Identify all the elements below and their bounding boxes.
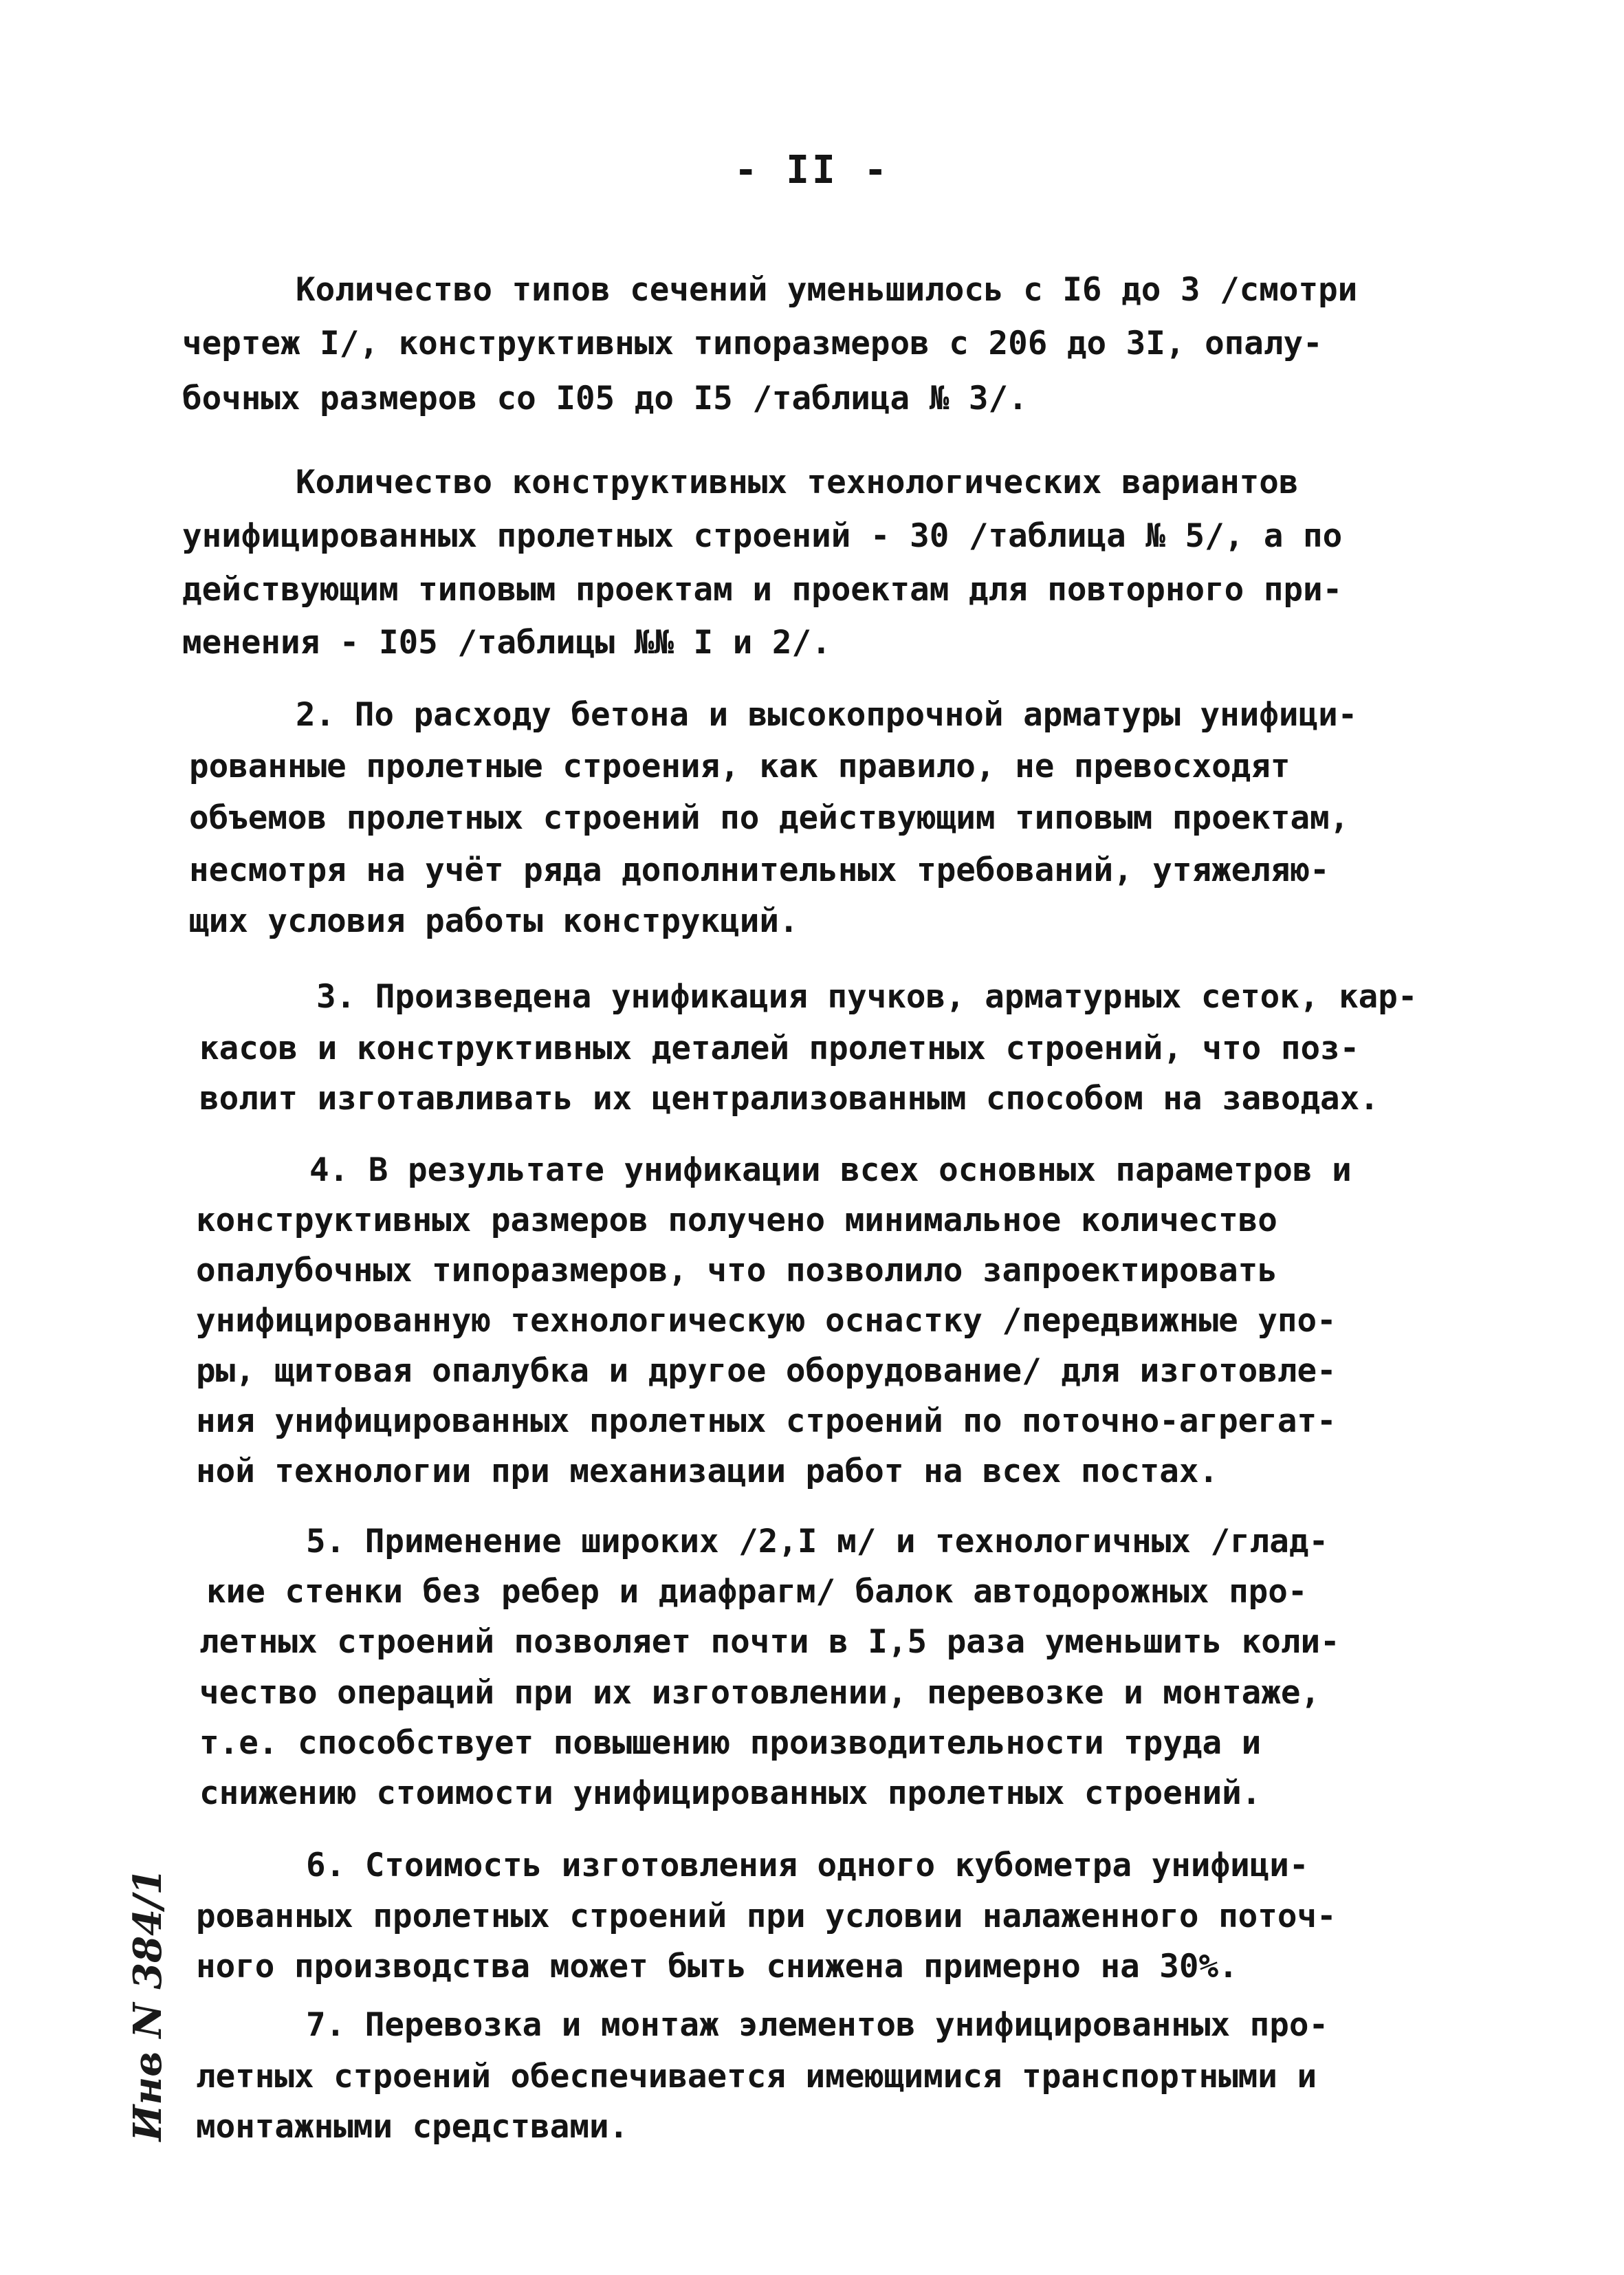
inventory-number-stamp: [110, 1868, 186, 2142]
text-line: менения - I05 /таблицы №№ I и 2/.: [182, 624, 831, 662]
text-line: снижению стоимости унифицированных пролетных строений.: [199, 1774, 1262, 1812]
text-line: чество операций при их изготовлении, перевозке и монтаже,: [199, 1674, 1321, 1712]
text-line: 2. По расходу бетона и высокопрочной арматуры унифици-: [296, 696, 1358, 734]
text-line: 6. Стоимость изготовления одного кубометра унифици-: [306, 1847, 1309, 1884]
text-line: 4. В результате унификации всех основных параметров и: [309, 1151, 1352, 1189]
text-line: монтажными средствами.: [196, 2108, 629, 2146]
text-line: рованные пролетные строения, как правило, не превосходят: [189, 748, 1291, 785]
text-line: чертеж I/, конструктивных типоразмеров с 206 до 3I, опалу-: [182, 325, 1323, 362]
text-line: летных строений позволяет почти в I,5 раза уменьшить коли-: [199, 1623, 1340, 1661]
text-line: конструктивных размеров получено минимальное количество: [196, 1201, 1277, 1239]
text-line: несмотря на учёт ряда дополнительных требований, утяжеляю-: [189, 851, 1330, 889]
text-line: летных строений обеспечивается имеющимися транспортными и: [196, 2058, 1317, 2096]
text-line: т.е. способствует повышению производительности труда и: [199, 1724, 1262, 1762]
text-line: Количество типов сечений уменьшилось с I6 до 3 /смотри: [296, 271, 1358, 309]
text-line: щих условия работы конструкций.: [189, 902, 799, 940]
text-line: унифицированную технологическую оснастку /передвижные упо-: [196, 1302, 1337, 1340]
text-line: ного производства может быть снижена примерно на 30%.: [196, 1948, 1238, 1985]
text-line: объемов пролетных строений по действующим типовым проектам,: [189, 799, 1350, 837]
text-line: Количество конструктивных технологических вариантов: [296, 464, 1299, 501]
text-line: касов и конструктивных деталей пролетных строений, что поз-: [199, 1030, 1360, 1067]
text-line: действующим типовым проектам и проектам для повторного при-: [182, 571, 1343, 609]
text-line: ры, щитовая опалубка и другое оборудование/ для изготовле-: [196, 1352, 1337, 1390]
text-line: ния унифицированных пролетных строений по поточно-агрегат-: [196, 1402, 1337, 1440]
text-line: волит изготавливать их централизованным способом на заводах.: [199, 1080, 1379, 1118]
text-line: рованных пролетных строений при условии налаженного поточ-: [196, 1897, 1337, 1935]
text-line: ной технологии при механизации работ на всех постах.: [196, 1452, 1219, 1490]
text-line: унифицированных пролетных строений - 30 /таблица № 5/, а по: [182, 517, 1343, 555]
text-line: 5. Применение широких /2,I м/ и технологичных /глад-: [306, 1523, 1329, 1560]
text-line: кие стенки без ребер и диафрагм/ балок автодорожных про-: [206, 1573, 1308, 1611]
inventory-number-text: Инв N 384/1: [125, 1868, 171, 2142]
text-line: 3. Произведена унификация пучков, арматурных сеток, кар-: [316, 978, 1418, 1016]
page-number: - II -: [734, 148, 890, 193]
text-line: бочных размеров со I05 до I5 /таблица № 3/.: [182, 380, 1028, 417]
text-line: 7. Перевозка и монтаж элементов унифицированных про-: [306, 2006, 1329, 2044]
text-line: опалубочных типоразмеров, что позволило запроектировать: [196, 1252, 1277, 1289]
